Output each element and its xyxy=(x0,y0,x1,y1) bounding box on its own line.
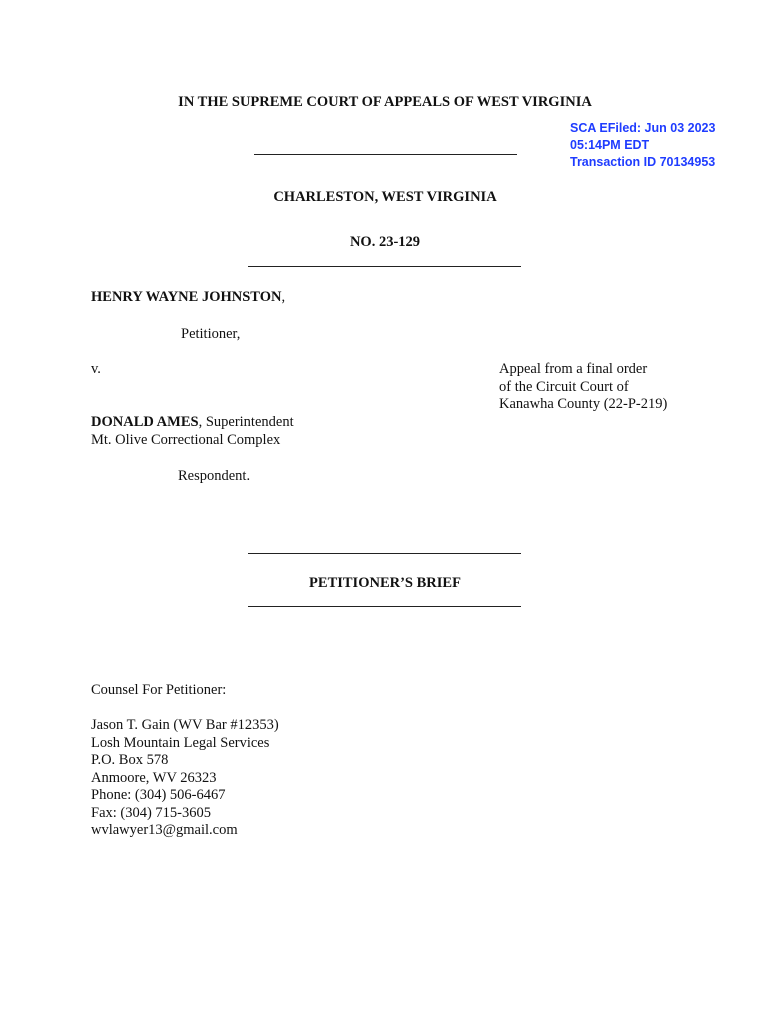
counsel-block xyxy=(91,717,279,840)
title-divider-top xyxy=(248,553,521,554)
efiled-stamp xyxy=(570,120,715,171)
counsel-fax: Fax: (304) 715-3605 xyxy=(91,804,212,821)
counsel-heading: Counsel For Petitioner: xyxy=(91,682,227,698)
respondent-title: , Superintendent xyxy=(198,414,294,430)
petitioner-name: HENRY WAYNE JOHNSTON xyxy=(91,289,282,305)
caption-divider-2 xyxy=(248,266,521,267)
appeal-line-2: of the Circuit Court of xyxy=(499,378,629,395)
appeal-info xyxy=(499,361,667,414)
efiled-stamp-line-2: 05:14PM EDT xyxy=(570,138,650,152)
court-heading: IN THE SUPREME COURT OF APPEALS OF WEST VIRGINIA xyxy=(178,94,592,110)
court-location: CHARLESTON, WEST VIRGINIA xyxy=(273,189,497,205)
counsel-po-box: P.O. Box 578 xyxy=(91,752,169,768)
counsel-email: wvlawyer13@gmail.com xyxy=(91,822,238,838)
efiled-stamp-line-3: Transaction ID 70134953 xyxy=(570,155,716,169)
counsel-phone: Phone: (304) 506-6467 xyxy=(91,787,226,803)
caption-divider-1 xyxy=(254,154,517,155)
document-title: PETITIONER’S BRIEF xyxy=(309,575,461,591)
petitioner-line xyxy=(91,289,285,306)
appeal-line-3: Kanawha County (22-P-219) xyxy=(499,396,668,412)
appeal-line-1: Appeal from a final order xyxy=(499,361,648,377)
respondent-role: Respondent. xyxy=(178,468,251,484)
counsel-name: Jason T. Gain (WV Bar #12353) xyxy=(91,717,279,733)
counsel-city: Anmoore, WV 26323 xyxy=(91,769,217,786)
case-number: NO. 23-129 xyxy=(349,234,421,250)
respondent-line xyxy=(91,414,294,432)
counsel-firm: Losh Mountain Legal Services xyxy=(91,734,270,751)
versus-label: v. xyxy=(91,361,101,377)
title-divider-bottom xyxy=(248,606,521,607)
petitioner-role: Petitioner, xyxy=(181,326,241,342)
petitioner-suffix: , xyxy=(281,289,286,305)
respondent-block xyxy=(91,414,294,449)
efiled-stamp-line-1: SCA EFiled: Jun 03 2023 xyxy=(570,121,716,135)
respondent-name: DONALD AMES xyxy=(91,414,199,430)
respondent-facility: Mt. Olive Correctional Complex xyxy=(91,431,281,448)
